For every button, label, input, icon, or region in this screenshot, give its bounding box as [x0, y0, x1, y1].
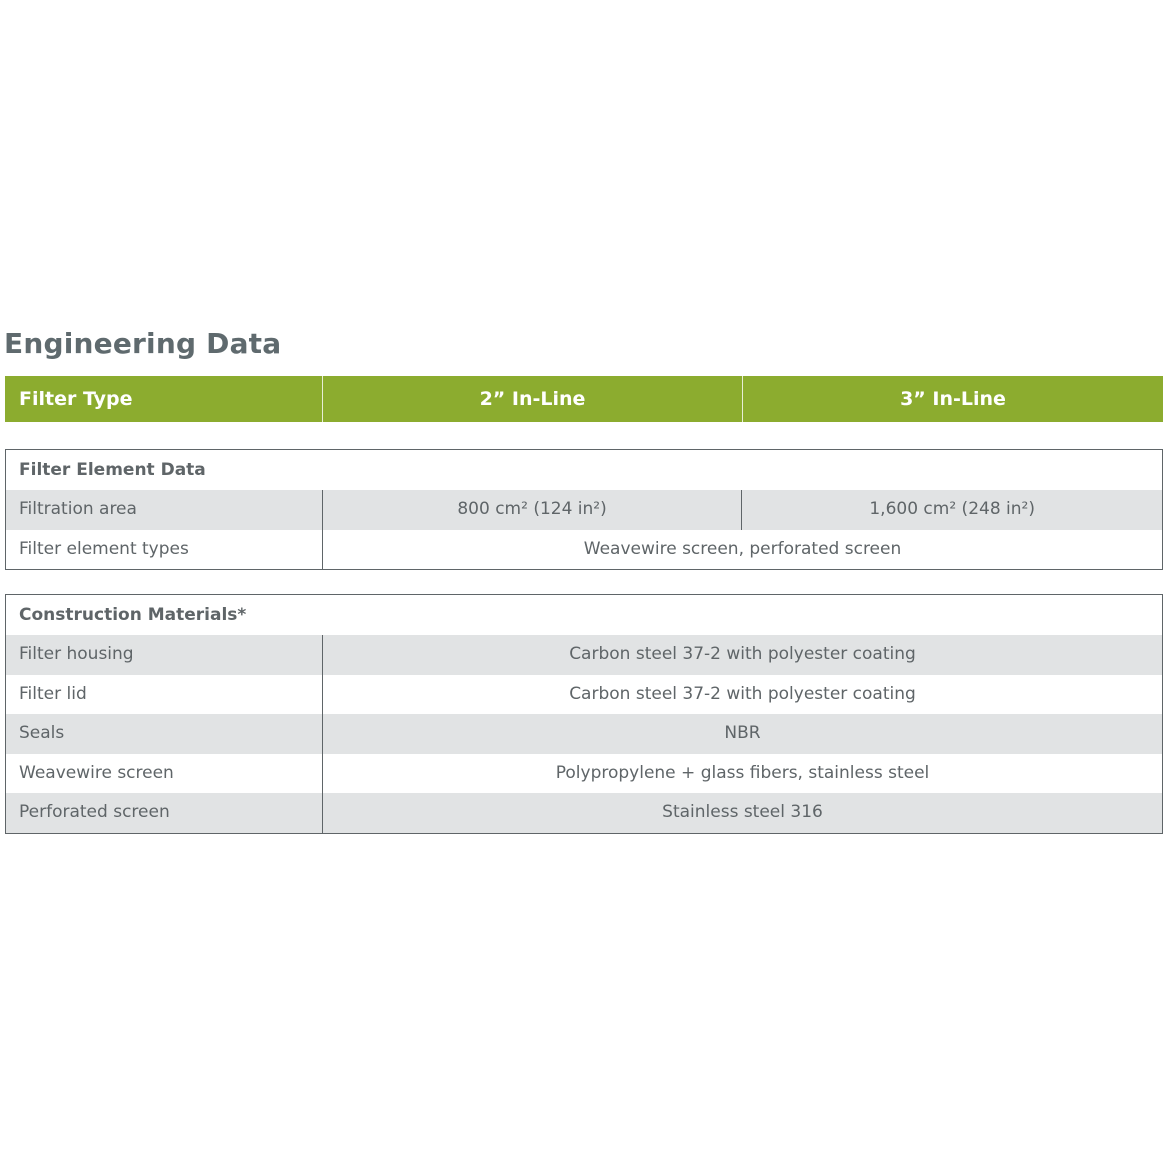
row-value: Polypropylene + glass fibers, stainless steel: [555, 762, 930, 783]
filter-element-data-section: [5, 449, 1163, 570]
table-row: [6, 714, 1162, 754]
row-label: Seals: [6, 714, 323, 754]
table-row: [6, 490, 1162, 530]
row-value: Carbon steel 37-2 with polyester coating: [569, 644, 916, 664]
row-value-2-inch: 800 cm² (124 in²): [323, 490, 743, 530]
row-label: Filter element types: [6, 530, 323, 570]
row-value-3-inch: 1,600 cm² (248 in²): [869, 499, 1035, 519]
table-row: [6, 754, 1162, 794]
column-header-2-inch: 2” In-Line: [323, 376, 743, 422]
section-title: Construction Materials*: [19, 605, 247, 625]
row-label: Filtration area: [6, 490, 323, 530]
table-header: [5, 376, 1163, 422]
row-value: NBR: [724, 723, 761, 744]
table-row: [6, 793, 1162, 833]
column-header-3-inch: 3” In-Line: [900, 388, 1006, 410]
construction-materials-section: [5, 594, 1163, 834]
filter-type-header: Filter Type: [5, 376, 323, 422]
table-row: [6, 530, 1162, 570]
row-value: Carbon steel 37-2 with polyester coating: [569, 683, 916, 704]
row-label: Weavewire screen: [6, 754, 323, 794]
row-label: Perforated screen: [6, 793, 323, 833]
table-row: [6, 635, 1162, 675]
row-value: Weavewire screen, perforated screen: [583, 538, 902, 559]
row-value: Stainless steel 316: [662, 802, 823, 823]
row-label: Filter lid: [6, 675, 323, 715]
table-row: [6, 675, 1162, 715]
page-title: Engineering Data: [4, 327, 282, 360]
row-label: Filter housing: [6, 635, 323, 675]
section-title: Filter Element Data: [19, 460, 206, 480]
